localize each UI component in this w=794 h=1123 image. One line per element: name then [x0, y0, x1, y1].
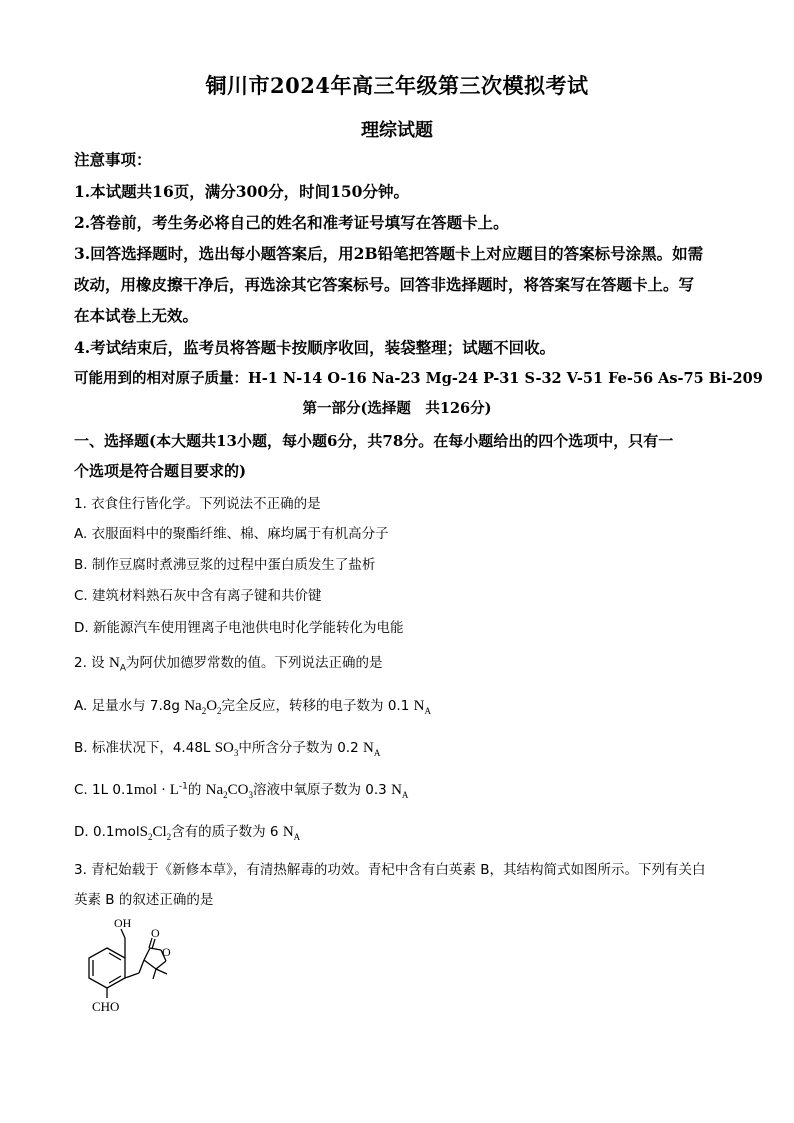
notice-item-3: 3.回答选择题时，选出每小题答案后，用2B铅笔把答题卡上对应题目的答案标号涂黑。如需 — [74, 244, 704, 263]
oh-label: OH — [114, 916, 132, 930]
structure-formula — [70, 915, 190, 1020]
q1-stem: 1. 衣食住行皆化学。下列说法不正确的是 — [74, 496, 321, 512]
q2-option-a: A. 足量水与 7.8g $Na_2O_2$完全反应，转移的电子数为 0.1 $N_A$ — [74, 698, 431, 716]
q1-option-a: A. 衣服面料中的聚酯纤维、棉、麻均属于有机高分子 — [74, 526, 389, 542]
q2-option-b: B. 标准状况下，4.48L $SO_3$中所含分子数为 0.2 $N_A$ — [74, 740, 381, 758]
section-intro-line2: 个选项是符合题目要求的) — [74, 462, 247, 480]
q1-option-b: B. 制作豆腐时煮沸豆浆的过程中蛋白质发生了盐析 — [74, 557, 376, 573]
part1-heading: 第一部分(选择题 共126分) — [302, 400, 492, 417]
notice-item-2: 2.答卷前，考生务必将自己的姓名和准考证号填写在答题卡上。 — [74, 213, 509, 232]
q3-stem-line1: 3. 青杞始载于《新修本草》，有清热解毒的功效。青杞中含有白英素 B，其结构简式如图所示。下列有关白 — [74, 862, 706, 878]
exam-title: 铜川市2024年高三年级第三次模拟考试 — [205, 73, 589, 98]
cho-label: CHO — [92, 999, 120, 1014]
q2-option-d: D. $0.1molS_2Cl_2$含有的质子数为 6 $N_A$ — [74, 824, 301, 842]
q2-stem: 2. 设 $N_A$为阿伏加德罗常数的值。下列说法正确的是 — [74, 655, 383, 674]
atomic-masses: 可能用到的相对原子质量：H-1 N-14 O-16 Na-23 Mg-24 P-31 S-32 V-51 Fe-56 As-75 Bi-209 — [74, 370, 763, 387]
carbonyl-o-label: O — [151, 926, 160, 940]
q2-option-c: C. 1L $0.1mol \cdot L^{-1}$的 $Na_2CO_3$溶液中氧原子数为 0.3 $N_A$ — [74, 781, 409, 800]
notice-item-1: 1.本试题共16页，满分300分，时间150分钟。 — [74, 182, 409, 201]
notice-item-4: 4.考试结束后，监考员将答题卡按顺序收回，装袋整理；试题不回收。 — [74, 338, 556, 357]
notice-item-3-cont: 改动，用橡皮擦干净后，再选涂其它答案标号。回答非选择题时，将答案写在答题卡上。写 — [74, 275, 695, 294]
notice-heading: 注意事项： — [74, 150, 152, 169]
ring-o-label: O — [162, 945, 171, 959]
section-intro-line1: 一、选择题(本大题共13小题，每小题6分，共78分。在每小题给出的四个选项中，只有一 — [74, 432, 674, 450]
q1-option-d: D. 新能源汽车使用锂离子电池供电时化学能转化为电能 — [74, 620, 404, 636]
q3-stem-line2: 英素 B 的叙述正确的是 — [74, 892, 214, 908]
q1-option-c: C. 建筑材料熟石灰中含有离子键和共价键 — [74, 588, 322, 604]
notice-item-3-end: 在本试卷上无效。 — [74, 306, 199, 325]
exam-subtitle: 理综试题 — [361, 120, 433, 141]
